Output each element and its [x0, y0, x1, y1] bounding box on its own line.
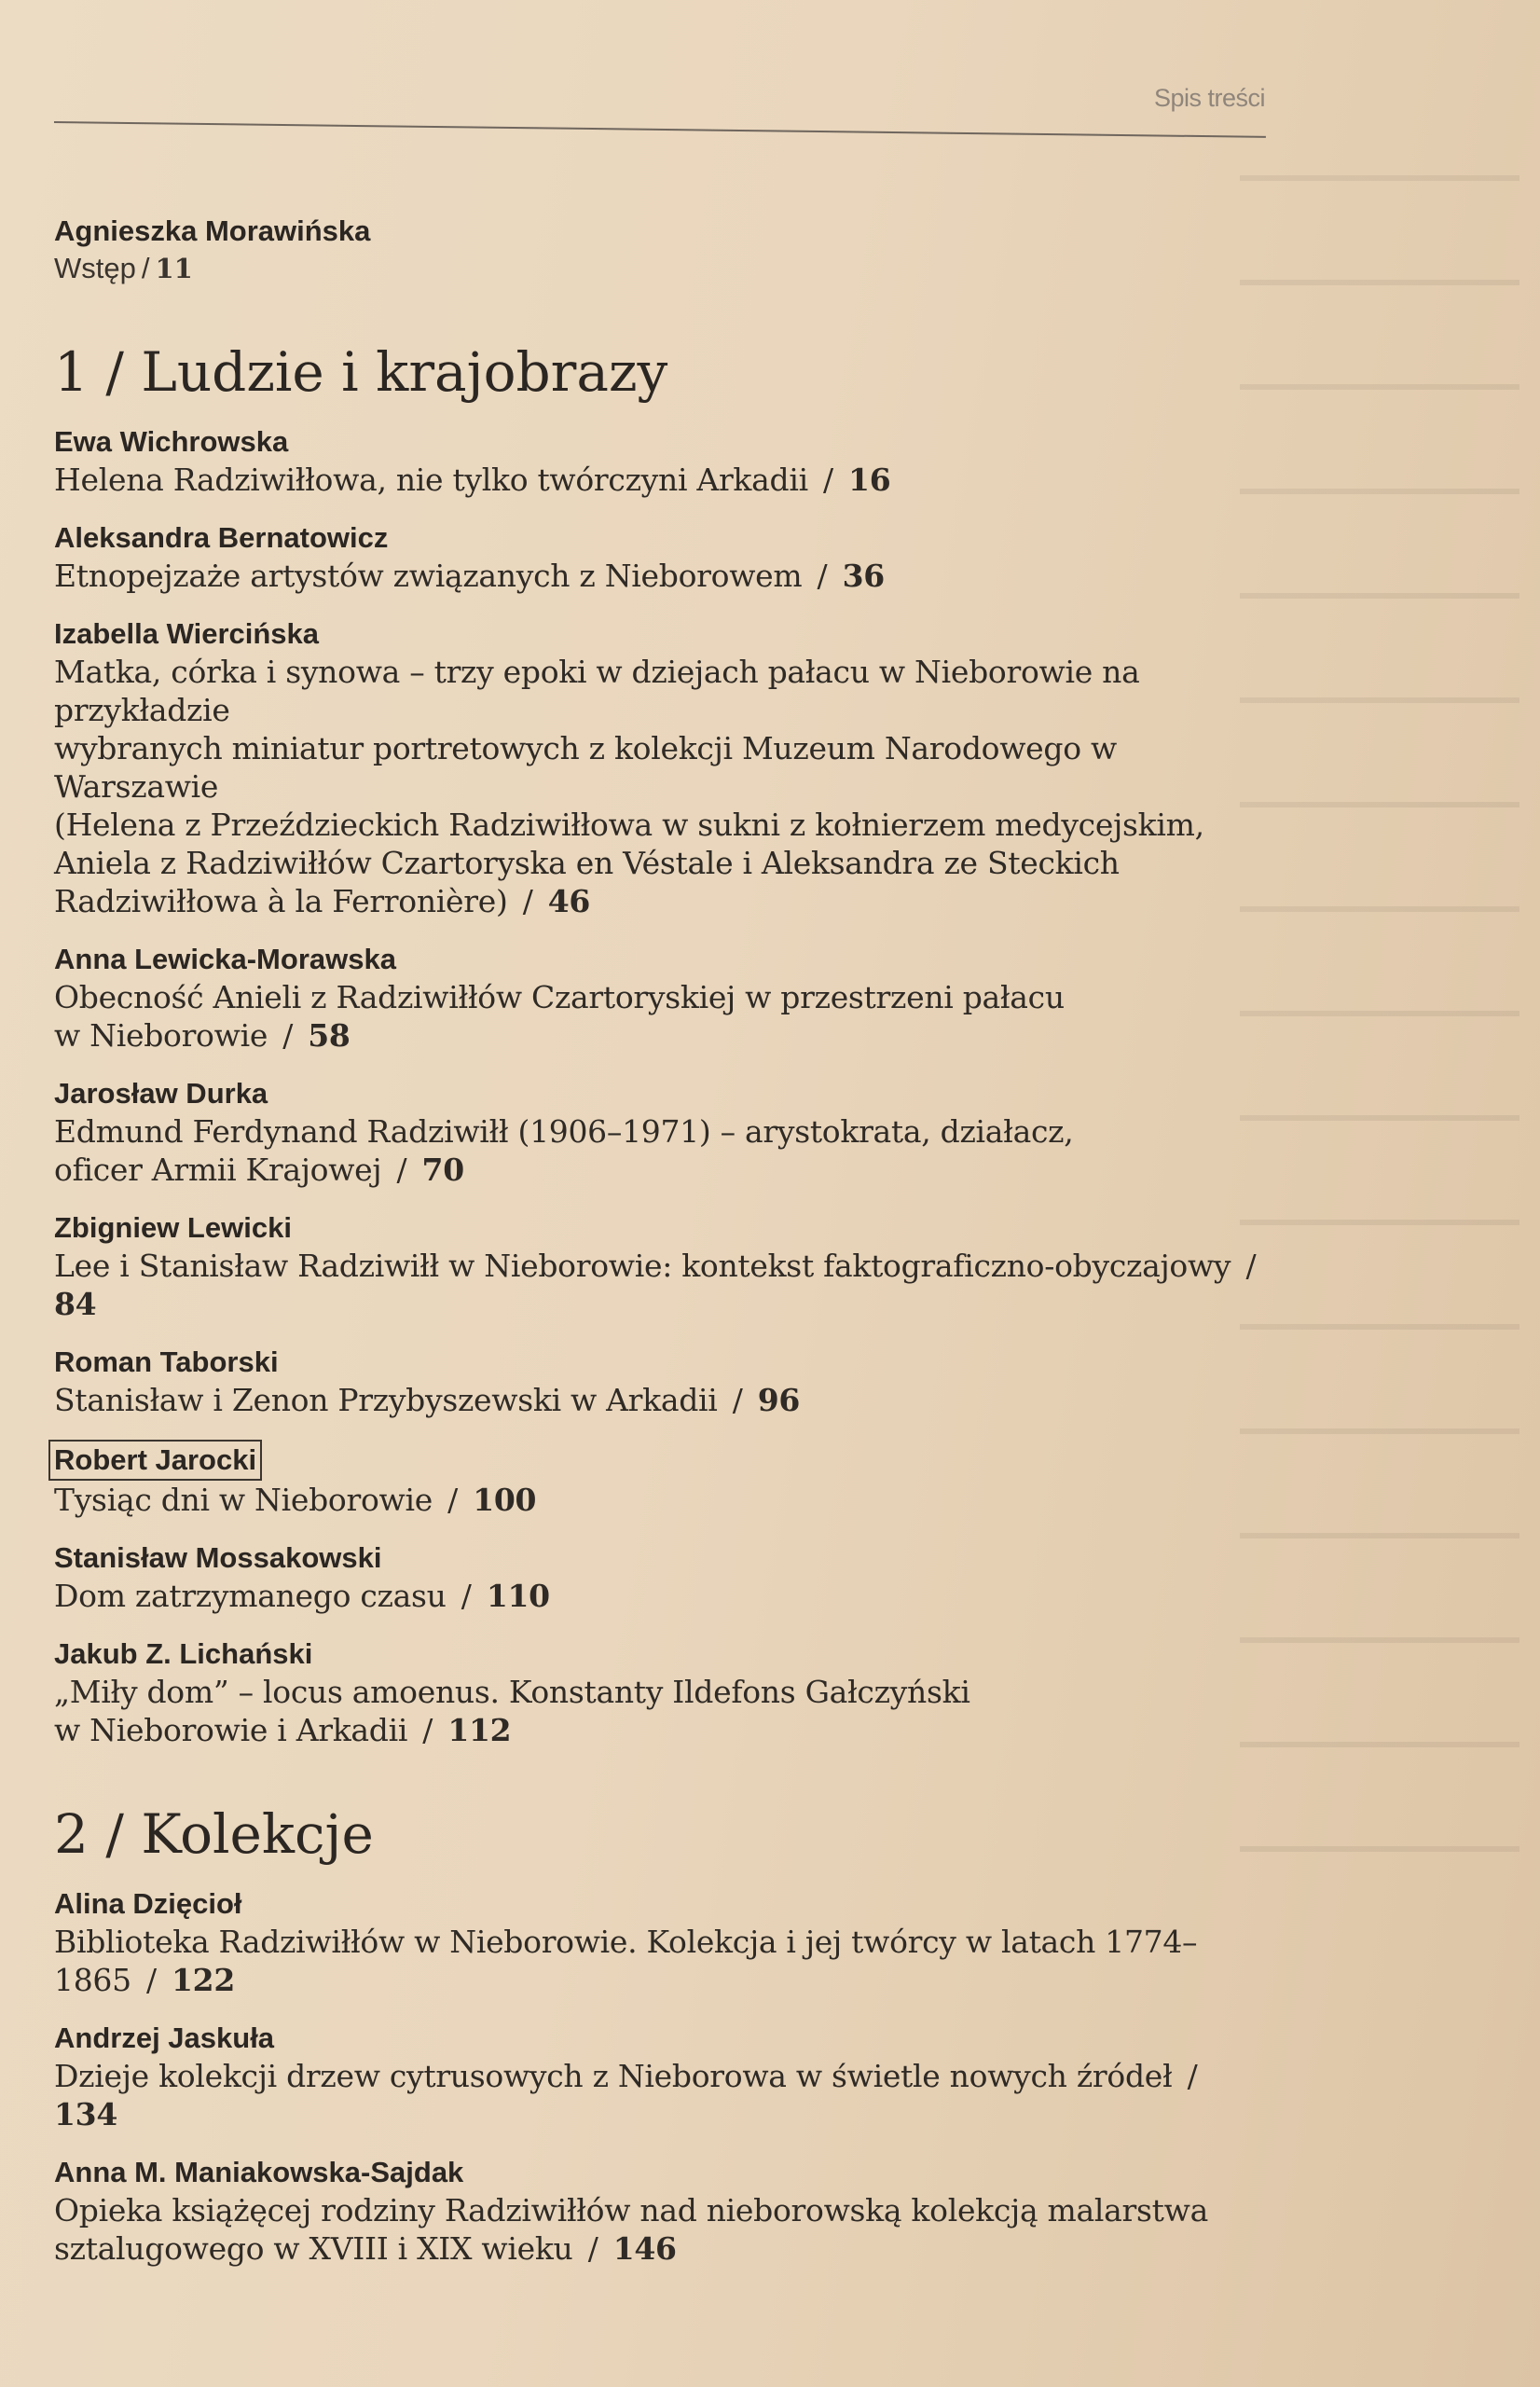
entry-author: Alina Dzięcioł: [54, 1887, 242, 1920]
entry-title-line: [54, 1016, 1266, 1055]
page-separator: /: [413, 1712, 443, 1748]
page-number: 84: [54, 1286, 97, 1322]
entry-title-line: [54, 1923, 1266, 1999]
table-of-contents: [54, 213, 1266, 2288]
entry-title-line: [54, 1711, 1266, 1749]
entry-title-line: [54, 1112, 1266, 1151]
entry-title-text: wybranych miniatur portretowych z kolekcji Muzeum Narodowego w Warszawie: [54, 730, 1117, 805]
entry-title-text: Lee i Stanisław Radziwiłł w Nieborowie: kontekst faktograficzno-obyczajowy: [54, 1248, 1231, 1284]
page-number: 16: [848, 462, 891, 498]
entry-title-text: w Nieborowie i Arkadii: [54, 1712, 408, 1748]
entry-title-text: Edmund Ferdynand Radziwiłł (1906–1971) – arystokrata, działacz,: [54, 1113, 1074, 1150]
entry-title-text: Opieka książęcej rodziny Radziwiłłów nad nieborowską kolekcją malarstwa: [54, 2192, 1208, 2228]
entry-title-text: sztalugowego w XVIII i XIX wieku: [54, 2230, 573, 2267]
entry-title-line: [54, 844, 1266, 882]
page-separator: /: [1177, 2058, 1198, 2094]
section-title: 2 / Kolekcje: [54, 1802, 374, 1866]
page-separator: /: [722, 1382, 752, 1418]
entry-title-line: [54, 461, 1266, 499]
page-separator: /: [1236, 1248, 1257, 1284]
section-title: 1 / Ludzie i krajobrazy: [54, 340, 668, 404]
toc-entry: [54, 1344, 1266, 1419]
toc-entry: [54, 1635, 1266, 1749]
entry-author: Ewa Wichrowska: [54, 425, 289, 458]
entry-title-text: Tysiąc dni w Nieborowie: [54, 1482, 433, 1518]
show-through-text: [1240, 140, 1519, 1911]
page-separator: /: [513, 883, 543, 919]
entry-author: Anna Lewicka-Morawska: [54, 943, 396, 975]
page-separator: /: [813, 462, 844, 498]
entry-title: [54, 250, 1266, 287]
sections-container: [54, 339, 1266, 2268]
entry-title-line: [54, 1673, 1266, 1711]
entry-title-line: [54, 2057, 1266, 2133]
page-number: 58: [308, 1017, 351, 1054]
entry-title-text: Biblioteka Radziwiłłów w Nieborowie. Kolekcja i jej twórcy w latach 1774–1865: [54, 1924, 1198, 1998]
toc-entry: [54, 941, 1266, 1055]
page-separator: /: [578, 2230, 608, 2267]
page-number: 110: [486, 1578, 550, 1614]
entry-title-line: [54, 1381, 1266, 1419]
entry-title-line: [54, 806, 1266, 844]
entry-author: Agnieszka Morawińska: [54, 214, 371, 247]
page-separator: /: [136, 1962, 166, 1998]
page-number: 36: [842, 558, 885, 594]
running-head: Spis treści: [1153, 84, 1265, 112]
page-number: 112: [447, 1712, 512, 1748]
toc-entry: [54, 615, 1266, 920]
entry-title-text: Stanisław i Zenon Przybyszewski w Arkadii: [54, 1382, 718, 1418]
entry-title-line: [54, 1481, 1266, 1519]
page-separator: /: [451, 1578, 481, 1614]
page-number: 100: [473, 1482, 537, 1518]
entry-author: Zbigniew Lewicki: [54, 1211, 292, 1244]
entry-title-line: [54, 1151, 1266, 1189]
entry-title-text: oficer Armii Krajowej: [54, 1152, 382, 1188]
toc-entry: [54, 423, 1266, 499]
page-number: 96: [757, 1382, 801, 1418]
entry-title-text: Dom zatrzymanego czasu: [54, 1578, 447, 1614]
entry-author: Anna M. Maniakowska-Sajdak: [54, 2156, 464, 2188]
entry-title-line: [54, 653, 1266, 729]
page-number: 70: [421, 1152, 464, 1188]
entry-title-line: [54, 1247, 1266, 1323]
page-number: 134: [54, 2096, 117, 2132]
entry-title-line: [54, 1577, 1266, 1615]
entry-title-line: [54, 729, 1266, 806]
toc-entry: [54, 1885, 1266, 1999]
toc-entry: [54, 2020, 1266, 2133]
entry-title-line: [54, 557, 1266, 595]
toc-entry: [54, 1539, 1266, 1615]
page-number: 146: [612, 2230, 677, 2267]
entry-title-text: „Miły dom” – locus amoenus. Konstanty Ildefons Gałczyński: [54, 1674, 970, 1710]
toc-entry: [54, 1209, 1266, 1323]
entry-title-text: Radziwiłłowa à la Ferronière): [54, 883, 508, 919]
toc-entry: [54, 519, 1266, 595]
page-separator: /: [807, 558, 837, 594]
entry-author: Izabella Wiercińska: [54, 617, 320, 650]
entry-title-line: [54, 882, 1266, 920]
page-separator: /: [437, 1482, 468, 1518]
entry-author: Jakub Z. Lichański: [54, 1637, 313, 1670]
entry-title-line: [54, 978, 1266, 1016]
entry-author: Jarosław Durka: [54, 1077, 268, 1110]
entry-title-text: Matka, córka i synowa – trzy epoki w dziejach pałacu w Nieborowie na przykładzie: [54, 654, 1140, 728]
entry-author: Roman Taborski: [54, 1345, 279, 1378]
page-number: 46: [547, 883, 591, 919]
entry-title-line: [54, 2229, 1266, 2268]
page-number: 122: [172, 1962, 235, 1998]
page-separator: /: [273, 1017, 303, 1054]
intro-entry: [54, 213, 1266, 287]
entry-title-text: w Nieborowie: [54, 1017, 268, 1054]
toc-entry: [54, 1440, 1266, 1519]
toc-entry: [54, 2154, 1266, 2268]
header-rule: [54, 121, 1266, 138]
entry-title-text: Obecność Anieli z Radziwiłłów Czartoryskiej w przestrzeni pałacu: [54, 979, 1065, 1015]
entry-title-text: Etnopejzaże artystów związanych z Nieborowem: [54, 558, 803, 594]
page-separator: /: [141, 252, 150, 284]
page-separator: /: [387, 1152, 417, 1188]
entry-title-line: [54, 2191, 1266, 2229]
entry-author: Andrzej Jaskuła: [54, 2021, 275, 2054]
entry-title-text: (Helena z Przeździeckich Radziwiłłowa w sukni z kołnierzem medycejskim,: [54, 807, 1204, 843]
page-number: 11: [155, 253, 193, 284]
entry-title-text: Helena Radziwiłłowa, nie tylko twórczyni Arkadii: [54, 462, 808, 498]
entry-title-text: Wstęp: [54, 252, 136, 284]
entry-author: Stanisław Mossakowski: [54, 1541, 382, 1574]
toc-entry: [54, 1075, 1266, 1189]
entry-title-text: Aniela z Radziwiłłów Czartoryska en Véstale i Aleksandra ze Steckich: [54, 845, 1120, 881]
entry-author: Robert Jarocki: [48, 1440, 262, 1481]
entry-title-text: Dzieje kolekcji drzew cytrusowych z Nieborowa w świetle nowych źródeł: [54, 2058, 1173, 2094]
entry-author: Aleksandra Bernatowicz: [54, 521, 389, 554]
